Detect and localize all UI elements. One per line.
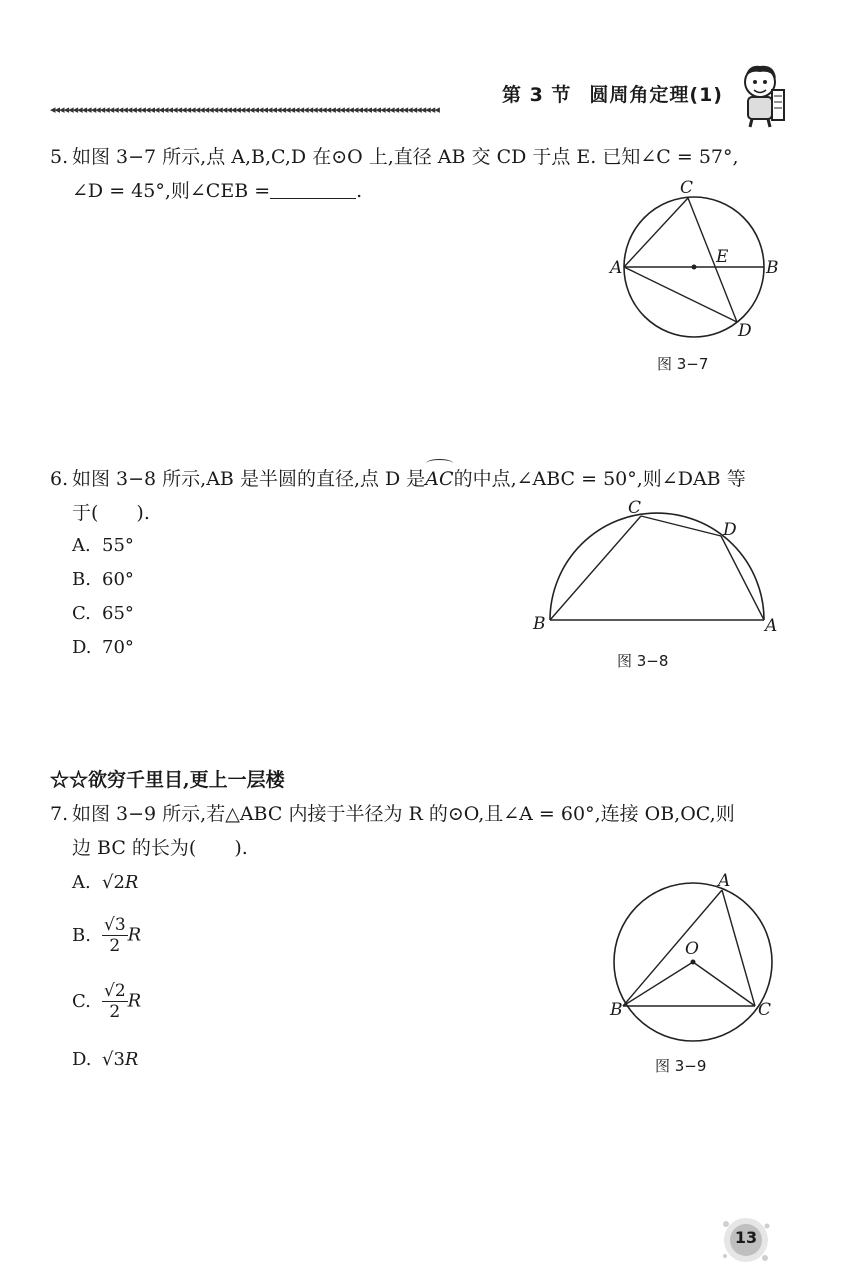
option-b[interactable] xyxy=(72,915,141,956)
label-c: C xyxy=(628,498,642,518)
option-label: D. xyxy=(72,637,92,658)
header-dash-rule: ◂◂◂◂◂◂◂◂◂◂◂◂◂◂◂◂◂◂◂◂◂◂◂◂◂◂◂◂◂◂◂◂◂◂◂◂◂◂◂◂◂◂◂◂◂◂◂◂◂◂◂◂◂◂◂◂◂◂◂◂◂◂◂◂◂◂◂◂◂◂◂◂◂◂◂◂◂◂◂◂◂◂◂◂◂◂ xyxy=(50,104,439,116)
chord-cd xyxy=(688,198,737,322)
label-b: B xyxy=(610,1000,623,1020)
figure-caption: 图 3−9 xyxy=(655,1057,707,1075)
option-label: D. xyxy=(72,1049,92,1070)
label-d: D xyxy=(738,321,752,341)
fraction xyxy=(102,981,128,1022)
segment-ob xyxy=(623,962,693,1006)
question-text-line2: 边 BC 的长为( ). xyxy=(72,837,248,859)
fraction xyxy=(102,915,128,956)
option-c[interactable] xyxy=(72,597,134,631)
option-label: C. xyxy=(72,603,91,624)
option-label: A. xyxy=(72,872,91,893)
variable-r: R xyxy=(124,872,139,893)
question-number: 7. xyxy=(50,803,69,825)
label-b: B xyxy=(533,614,546,634)
label-c: C xyxy=(758,1000,772,1020)
option-label: C. xyxy=(72,990,91,1012)
numerator: √3 xyxy=(104,915,126,935)
option-label: A. xyxy=(72,535,91,556)
center-point xyxy=(691,960,696,965)
figure-3-9 xyxy=(598,866,788,1046)
option-b[interactable] xyxy=(72,563,134,597)
section-heading: ☆☆欲穷千里目,更上一层楼 xyxy=(50,769,285,791)
denominator: 2 xyxy=(109,936,121,956)
variable-r: R xyxy=(124,1049,139,1070)
label-a: A xyxy=(765,616,778,636)
sqrt-value: √3 xyxy=(102,1049,125,1070)
center-point xyxy=(692,265,697,270)
question-text-line1: 如图 3−9 所示,若△ABC 内接于半径为 R 的⊙O,且∠A = 60°,连接 OB,OC,则 xyxy=(72,803,735,825)
chord-da xyxy=(721,536,764,620)
figure-caption: 图 3−7 xyxy=(657,355,709,373)
page-number: 13 xyxy=(734,1228,758,1247)
label-b: B xyxy=(766,258,779,278)
segment-oc xyxy=(693,962,755,1006)
chapter-header xyxy=(484,80,723,107)
question-text-line1: 如图 3−7 所示,点 A,B,C,D 在⊙O 上,直径 AB 交 CD 于点 E. 已知∠C = 57°, xyxy=(72,146,739,168)
option-value: 60° xyxy=(102,569,134,590)
label-c: C xyxy=(680,178,694,198)
figure-3-7 xyxy=(600,176,790,344)
label-e: E xyxy=(716,247,729,267)
label-a: A xyxy=(610,258,623,278)
option-d[interactable] xyxy=(72,1043,138,1077)
label-d: D xyxy=(723,520,737,540)
option-c[interactable] xyxy=(72,981,141,1022)
option-a[interactable] xyxy=(72,866,138,900)
question-text-line2: ∠D = 45°,则∠CEB = xyxy=(72,180,271,202)
option-value: 70° xyxy=(102,637,134,658)
denominator: 2 xyxy=(109,1002,121,1022)
numerator: √2 xyxy=(104,981,126,1001)
variable-r: R xyxy=(127,924,142,946)
arc-ac-symbol: AC xyxy=(425,462,453,496)
sqrt-value: √2 xyxy=(102,872,125,893)
option-a[interactable] xyxy=(72,529,134,563)
label-o: O xyxy=(685,939,699,959)
figure-3-8 xyxy=(525,495,790,640)
cartoon-boy-mascot xyxy=(734,60,790,128)
question-number: 6. xyxy=(50,468,69,490)
answer-blank[interactable] xyxy=(270,179,356,199)
side-ab xyxy=(623,890,722,1006)
figure-caption: 图 3−8 xyxy=(617,652,669,670)
question-7 xyxy=(50,797,735,865)
option-d[interactable] xyxy=(72,631,134,665)
option-value: 55° xyxy=(102,535,134,556)
option-value: 65° xyxy=(102,603,134,624)
question-text-part1: 如图 3−8 所示,AB 是半圆的直径,点 D 是 xyxy=(72,468,426,490)
section-number: 第 3 节 xyxy=(501,84,572,106)
option-label: B. xyxy=(72,569,91,590)
option-label: B. xyxy=(72,924,91,946)
question-period: . xyxy=(356,180,363,202)
options-q6 xyxy=(72,529,134,665)
question-number: 5. xyxy=(50,146,69,168)
question-text-line2: 于( ). xyxy=(72,502,150,524)
variable-r: R xyxy=(127,990,142,1012)
label-a: A xyxy=(718,871,731,891)
question-text-part2: 的中点,∠ABC = 50°,则∠DAB 等 xyxy=(453,468,746,490)
section-title: 圆周角定理(1) xyxy=(589,84,723,106)
